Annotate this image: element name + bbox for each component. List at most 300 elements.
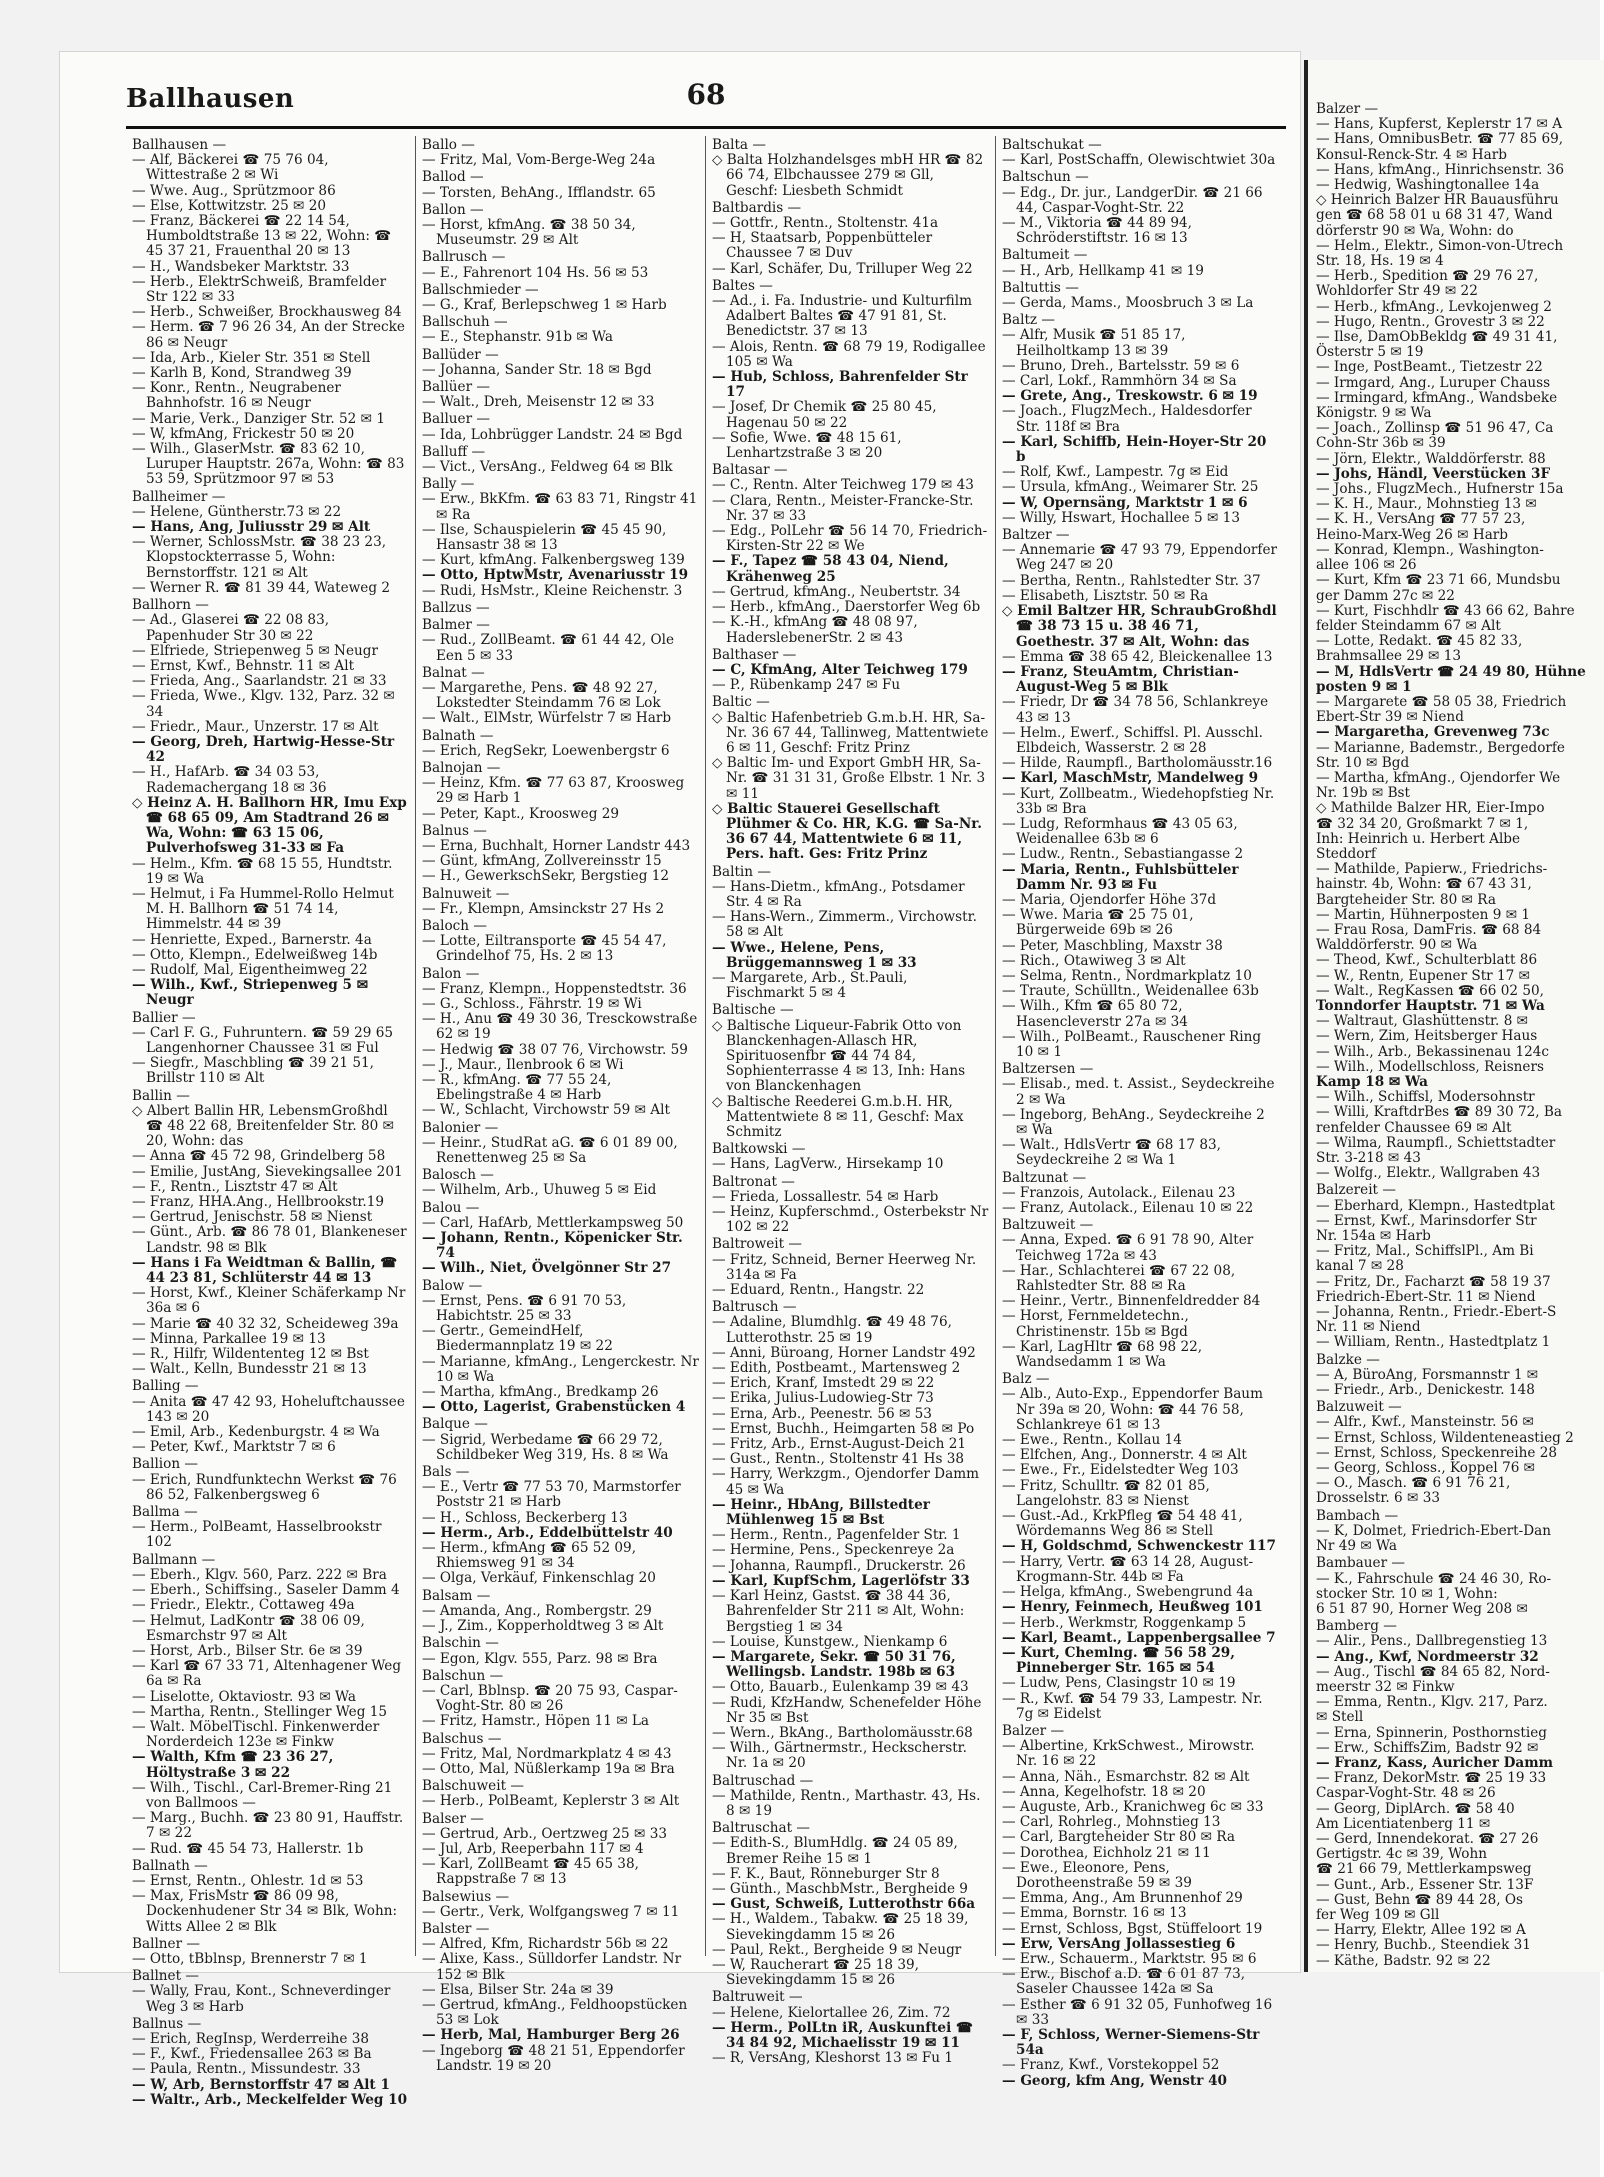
directory-entry: — Selma, Rentn., Nordmarkplatz 10	[1002, 967, 1252, 984]
directory-entry: stocker Str. 10 ✉ 1, Wohn:	[1316, 1585, 1498, 1602]
directory-entry: — Margarethe, Pens. ☎ 48 92 27, Lokstedter Steindamm 76 ✉ Lok	[422, 679, 661, 712]
surname-heading: Baltasar —	[712, 462, 788, 479]
directory-entry: Brahmsallee 29 ✉ 13	[1316, 648, 1462, 665]
directory-entry: — Wern., BkAng., Bartholomäusstr.68	[712, 1724, 973, 1741]
directory-entry: — Georg, DiplArch. ☎ 58 40	[1316, 1800, 1515, 1817]
directory-entry: — Herm., kfmAng ☎ 65 52 09, Rhiemsweg 91 ✉ 34	[422, 1540, 637, 1572]
directory-entry: — P., Rübenkamp 247 ✉ Fu	[712, 677, 901, 694]
directory-entry: — Gust, Schweiß, Lutterothstr 66a	[712, 1896, 976, 1913]
directory-entry: Österstr 5 ✉ 19	[1316, 344, 1424, 361]
directory-entry: ☎ 32 34 20, Großmarkt 7 ✉ 1,	[1316, 815, 1529, 832]
directory-entry: — Helga, kfmAng., Swebengrund 4a	[1002, 1584, 1253, 1601]
page-number: 68	[686, 78, 726, 111]
surname-heading: Bambauer —	[1316, 1555, 1406, 1572]
directory-entry: — Carl, HafArb, Mettlerkampsweg 50	[422, 1214, 684, 1231]
surname-heading: Balmer —	[422, 617, 490, 634]
surname-heading: Balou —	[422, 1199, 480, 1216]
directory-entry: — Liselotte, Oktaviostr. 93 ✉ Wa	[132, 1688, 356, 1705]
directory-entry: — Hermine, Pens., Speckenreye 2a	[712, 1542, 955, 1559]
surname-heading: Balon —	[422, 965, 480, 982]
directory-entry: — G., Kraf, Berlepschweg 1 ✉ Harb	[422, 297, 667, 314]
directory-entry: — Horst, kfmAng. ☎ 38 50 34, Museumstr. 29 ✉ Alt	[422, 217, 636, 249]
directory-entry: — Martha, Rentn., Stellinger Weg 15	[132, 1703, 388, 1720]
directory-entry: Cohn-Str 36b ✉ 39	[1316, 435, 1446, 452]
directory-entry: Nr. 154a ✉ Harb	[1316, 1228, 1431, 1245]
directory-entry: — Herb., ElektrSchweiß, Bramfelder Str 122 ✉ 33	[132, 273, 387, 306]
directory-entry: — Ewe., Rentn., Kollau 14	[1002, 1432, 1182, 1449]
directory-entry: renfelder Chaussee 69 ✉ Alt	[1316, 1119, 1512, 1136]
directory-entry: — Maria, Rentn., Fuhlsbütteler Damm Nr. 93 ✉ Fu	[1002, 861, 1239, 893]
directory-entry: — Wilh., Schiffsl, Modersohnstr	[1316, 1089, 1535, 1106]
directory-entry: ✉ Stell	[1316, 1709, 1364, 1726]
directory-entry: — Auguste, Arb., Kranichweg 6c ✉ 33	[1002, 1798, 1264, 1815]
directory-entry: — Bruno, Dreh., Bartelsstr. 59 ✉ 6	[1002, 357, 1240, 374]
directory-entry: — Irmgard, Ang., Luruper Chauss	[1316, 374, 1551, 391]
directory-entry: — Harry, Elektr, Allee 192 ✉ A	[1316, 1922, 1526, 1939]
directory-entry: — Lotte, Eiltransporte ☎ 45 54 47, Grindelhof 75, Hs. 2 ✉ 13	[422, 933, 667, 965]
directory-entry: — Olga, Verkäuf, Finkenschlag 20	[422, 1570, 656, 1587]
surname-heading: Balluer —	[422, 411, 491, 428]
directory-entry: — Johs., FlugzMech., Hufnerstr 15a	[1316, 481, 1564, 498]
directory-entry: — H., Anu ☎ 49 30 36, Tresckowstraße 62 ✉ 19	[422, 1011, 698, 1043]
directory-entry: — F., Kwf., Friedensallee 263 ✉ Ba	[132, 2046, 372, 2063]
directory-entry: ◇ Baltic Im- und Export GmbH HR, Sa-Nr. ☎ 31 31 31, Große Elbstr. 1 Nr. 3 ✉ 11	[712, 755, 986, 802]
column-4	[996, 136, 1286, 2089]
directory-entry: — H, Goldschmd, Schwenckestr 117	[1002, 1538, 1276, 1555]
surname-heading: Baltin —	[712, 863, 771, 880]
directory-entry: Nr 49 ✉ Wa	[1316, 1538, 1397, 1555]
directory-entry: — Otto, tBblnsp, Brennerstr 7 ✉ 1	[132, 1950, 368, 1967]
directory-entry: — Hedwig, Washingtonallee 14a	[1316, 177, 1540, 194]
surname-heading: Ballrusch —	[422, 249, 506, 266]
directory-entry: — Walth, Kfm ☎ 23 36 27, Höltystraße 3 ✉ 22	[132, 1749, 334, 1781]
directory-entry: — Hugo, Rentn., Grovestr 3 ✉ 22	[1316, 313, 1545, 330]
directory-entry: — Martin, Hühnerposten 9 ✉ 1	[1316, 906, 1531, 923]
facing-page-column	[1316, 100, 1604, 1969]
directory-entry: — Peter, Kwf., Marktstr 7 ✉ 6	[132, 1439, 336, 1456]
surname-heading: Baltschun —	[1002, 169, 1089, 186]
directory-entry: Heino-Marx-Weg 26 ✉ Harb	[1316, 526, 1508, 543]
surname-heading: Baltruweit —	[712, 1989, 803, 2006]
directory-entry: — Karl, PostSchaffn, Olewischtwiet 30a	[1002, 152, 1276, 169]
directory-entry: — Hans, Ang, Juliusstr 29 ✉ Alt	[132, 519, 371, 536]
directory-entry: — Herm., Rentn., Pagenfelder Str. 1	[712, 1527, 961, 1544]
directory-entry: — Konrad, Klempn., Washington-	[1316, 541, 1544, 558]
directory-entry: — W, Raucherart ☎ 25 18 39, Sievekingdamm 15 ✉ 26	[712, 1956, 919, 1989]
surname-heading: Balosch —	[422, 1167, 494, 1184]
surname-heading: Baltuttis —	[1002, 279, 1079, 296]
directory-entry: — M., Viktoria ☎ 44 89 94, Schröderstiftstr. 16 ✉ 13	[1002, 215, 1192, 247]
directory-entry: — Ida, Lohbrügger Landstr. 24 ✉ Bgd	[422, 426, 683, 443]
directory-entry: — Günt., Arb. ☎ 86 78 01, Blankeneser Landstr. 98 ✉ Blk	[132, 1224, 407, 1256]
directory-entry: — Rudolf, Mal, Eigentheimweg 22	[132, 961, 368, 978]
directory-entry: — Annemarie ☎ 47 93 79, Eppendorfer Weg 247 ✉ 20	[1002, 542, 1278, 574]
directory-entry: — Gertrud, kfmAng., Feldhoopstücken 53 ✉ Lok	[422, 1996, 688, 2029]
surname-heading: Balow —	[422, 1277, 483, 1294]
directory-entry: — Johann, Rentn., Köpenicker Str. 74	[422, 1230, 683, 1262]
directory-entry: — R., Kwf. ☎ 54 79 33, Lampestr. Nr. 7g ✉ Eidelst	[1002, 1690, 1263, 1722]
directory-entry: — Wwe., Helene, Pens, Brüggemannsweg 1 ✉ 33	[712, 939, 917, 971]
directory-entry: — Traute, Schülltn., Weidenallee 63b	[1002, 983, 1259, 1000]
surname-heading: Ballnus —	[132, 2015, 202, 2032]
directory-entry: — Anna ☎ 45 72 98, Grindelberg 58	[132, 1148, 386, 1165]
directory-entry: — M, HdlsVertr ☎ 24 49 80, Hühne	[1316, 663, 1586, 680]
directory-entry: — Paula, Rentn., Missundestr. 33	[132, 2061, 361, 2078]
directory-entry: — Gerd, Innendekorat. ☎ 27 26	[1316, 1830, 1539, 1847]
directory-entry: Caspar-Voght-Str. 48 ✉ 26	[1316, 1785, 1496, 1802]
directory-entry: — Helm., Kfm. ☎ 68 15 55, Hundtstr. 19 ✉ Wa	[132, 855, 393, 887]
surname-heading: Balnus —	[422, 822, 487, 839]
directory-entry: — Erna, Arb., Peenestr. 56 ✉ 53	[712, 1405, 932, 1422]
directory-entry: Bargteheider Str. 80 ✉ Ra	[1316, 891, 1496, 908]
directory-entry: — Wilh., Kfm ☎ 65 80 72, Hasencleverstr 27a ✉ 34	[1002, 998, 1188, 1030]
directory-entry: — Erich, Rundfunktechn Werkst ☎ 76 86 52, Falkenbergsweg 6	[132, 1471, 397, 1503]
directory-entry: — Eberh., Klgv. 560, Parz. 222 ✉ Bra	[132, 1566, 387, 1583]
directory-entry: — F., Rentn., Lisztstr 47 ✉ Alt	[132, 1178, 338, 1195]
directory-entry: — Henry, Feinmech, Heußweg 101	[1002, 1599, 1263, 1616]
surname-heading: Baltzunat —	[1002, 1169, 1087, 1186]
directory-entry: — G., Schloss., Fährstr. 19 ✉ Wi	[422, 995, 642, 1012]
surname-heading: Baltic —	[712, 694, 770, 711]
directory-entry: ◇ Emil Baltzer HR, SchraubGroßhdl ☎ 38 73 15 u. 38 46 71, Goethestr. 37 ✉ Alt, Wohn: das	[1002, 603, 1277, 650]
directory-entry: Friedrich-Ebert-Str. 11 ✉ Niend	[1316, 1288, 1536, 1305]
directory-entry: — Wilh., Niet, Övelgönner Str 27	[422, 1260, 672, 1277]
directory-entry: — Günt, kfmAng, Zollvereinsstr 15	[422, 853, 662, 870]
surname-heading: Baloch —	[422, 917, 487, 934]
directory-entry: — Otto, Mal, Nüßlerkamp 19a ✉ Bra	[422, 1760, 675, 1777]
directory-entry: — Johanna, Sander Str. 18 ✉ Bgd	[422, 361, 652, 378]
running-head: Ballhausen	[126, 84, 295, 114]
surname-heading: Baltz —	[1002, 312, 1055, 329]
directory-entry: — Hans, Kupferst, Keplerstr 17 ✉ A	[1316, 116, 1563, 133]
directory-entry: Wohldorfer Str 49 ✉ 22	[1316, 283, 1478, 300]
directory-entry: Steddorf	[1316, 845, 1376, 862]
directory-entry: — Edith-S., BlumHdlg. ☎ 24 05 89, Bremer Reihe 15 ✉ 1	[712, 1835, 958, 1867]
surname-heading: Balster —	[422, 1920, 490, 1937]
surname-heading: Balz —	[1002, 1371, 1050, 1388]
directory-entry: — Helene, Kielortallee 26, Zim. 72	[712, 2004, 951, 2021]
surname-heading: Ballin —	[132, 1087, 190, 1104]
surname-heading: Bamberg —	[1316, 1618, 1397, 1635]
directory-entry: — Herb., Werkmstr, Roggenkamp 5	[1002, 1614, 1247, 1631]
directory-entry: — Helm., Ewerf., Schiffsl. Pl. Ausschl. Elbdeich, Wasserstr. 2 ✉ 28	[1002, 724, 1263, 756]
directory-entry: — Grete, Ang., Treskowstr. 6 ✉ 19	[1002, 388, 1258, 405]
directory-entry: — Joach., Zollinsp ☎ 51 96 47, Ca	[1316, 420, 1554, 437]
surname-heading: Balser —	[422, 1810, 484, 1827]
directory-entry: — Walt., RegKassen ☎ 66 02 50,	[1316, 982, 1545, 999]
surname-heading: Balthaser —	[712, 646, 797, 663]
directory-entry: — Frieda, Wwe., Klgv. 132, Parz. 32 ✉ 34	[132, 688, 395, 720]
surname-heading: Balonier —	[422, 1119, 499, 1136]
directory-entry: — Siegfr., Maschbling ☎ 39 21 51, Brillstr 110 ✉ Alt	[132, 1055, 374, 1087]
directory-entry: — Ad., i. Fa. Industrie- und Kulturfilm Adalbert Baltes ☎ 47 91 81, St. Benedictstr. 37 ✉ 13	[712, 293, 972, 340]
directory-entry: — Gertr., Verk, Wolfgangsweg 7 ✉ 11	[422, 1903, 680, 1920]
directory-entry: Am Licentiatenberg 11 ✉	[1316, 1815, 1491, 1832]
surname-heading: Balnath —	[422, 727, 494, 744]
directory-entry: — H., GewerkschSekr, Bergstieg 12	[422, 868, 670, 885]
surname-heading: Balque —	[422, 1416, 488, 1433]
directory-entry: — Eberhard, Klempn., Hastedtplat	[1316, 1197, 1555, 1214]
directory-entry: — Herb., Schweißer, Brockhausweg 84	[132, 304, 402, 321]
directory-entry: — Hans, OmnibusBetr. ☎ 77 85 69,	[1316, 131, 1564, 148]
directory-entry: — Sofie, Wwe. ☎ 48 15 61, Lenhartzstraße 3 ✉ 20	[712, 429, 902, 462]
directory-entry: Kamp 18 ✉ Wa	[1316, 1074, 1428, 1090]
directory-entry: — Anna, Näh., Esmarchstr. 82 ✉ Alt	[1002, 1768, 1250, 1785]
surname-heading: Balzereit —	[1316, 1182, 1396, 1199]
directory-entry: — Emma, Rentn., Klgv. 217, Parz.	[1316, 1694, 1548, 1711]
directory-entry: — Mathilde, Rentn., Marthastr. 43, Hs. 8 ✉ 19	[712, 1787, 981, 1819]
directory-entry: — Carl F. G., Fuhruntern. ☎ 59 29 65 Langenhorner Chaussee 31 ✉ Ful	[132, 1024, 394, 1056]
directory-entry: Nr. 19b ✉ Bst	[1316, 785, 1411, 802]
directory-entry: — Hans-Dietm., kfmAng., Potsdamer Str. 4 ✉ Ra	[712, 878, 965, 910]
directory-entry: — Theod, Kwf., Schulterblatt 86	[1316, 952, 1538, 969]
directory-entry: — Wern, Zim, Heitsberger Haus	[1316, 1028, 1538, 1045]
directory-entry: — Carl, Lokf., Rammhörn 34 ✉ Sa	[1002, 373, 1237, 390]
directory-entry: — Egon, Klgv. 555, Parz. 98 ✉ Bra	[422, 1650, 658, 1667]
directory-entry: — Ludw., Rentn., Sebastiangasse 2	[1002, 846, 1244, 863]
directory-entry: ◇ Baltische Reederei G.m.b.H. HR, Mattentwiete 8 ✉ 11, Geschf: Max Schmitz	[712, 1093, 964, 1140]
directory-entry: — Alfr., Kwf., Mansteinstr. 56 ✉	[1316, 1414, 1534, 1431]
directory-entry: — W, Opernsäng, Marktstr 1 ✉ 6	[1002, 494, 1248, 511]
directory-entry: — Fritz, Schneid, Berner Heerweg Nr. 314a ✉ Fa	[712, 1251, 977, 1283]
directory-entry: — Herm. ☎ 7 96 26 34, An der Strecke 86 ✉ Neugr	[132, 319, 405, 351]
directory-entry: — Herb., kfmAng., Daerstorfer Weg 6b	[712, 599, 981, 616]
directory-entry: — Marianne, kfmAng., Lengerckestr. Nr 10 ✉ Wa	[422, 1353, 699, 1385]
directory-entry: — Herm., PolLtn iR, Auskunftei ☎ 34 84 92, Michaelisstr 19 ✉ 11	[712, 2019, 973, 2051]
directory-entry: — Peter, Kapt., Kroosweg 29	[422, 805, 620, 822]
directory-entry: — Edith, Postbeamt., Martensweg 2	[712, 1360, 961, 1377]
surname-heading: Balling —	[132, 1378, 199, 1395]
directory-entry: — Margarete, Arb., St.Pauli, Fischmarkt 5 ✉ 4	[712, 969, 908, 1002]
directory-entry: Str. 10 ✉ Bgd	[1316, 754, 1410, 771]
directory-entry: — Eberh., Schiffsing., Saseler Damm 4	[132, 1582, 400, 1599]
directory-entry: — Ernst, Schloss, Bgst, Stüffeloort 19	[1002, 1920, 1263, 1937]
surname-heading: Ballma —	[132, 1504, 198, 1521]
directory-entry: hainstr. 4b, Wohn: ☎ 67 43 31,	[1316, 876, 1532, 893]
directory-entry: — Franz, Kass, Auricher Damm	[1316, 1754, 1553, 1771]
directory-entry: — Joach., FlugzMech., Haldesdorfer Str. 118f ✉ Bra	[1002, 403, 1252, 435]
surname-heading: Balnat —	[422, 664, 485, 681]
directory-entry: posten 9 ✉ 1	[1316, 678, 1412, 695]
directory-entry: — Werner, SchlossMstr. ☎ 38 23 23, Klopstockterrasse 5, Wohn: Bernstorffstr. 121 ✉ Alt	[132, 534, 387, 581]
facing-page-fragment	[1304, 60, 1604, 1972]
directory-entry: — Wilh., GlaserMstr. ☎ 83 62 10, Luruper Hauptstr. 267a, Wohn: ☎ 83 53 59, Sprützmoor 97 ✉ 53	[132, 441, 405, 488]
directory-entry: — Marie, Verk., Danziger Str. 52 ✉ 1	[132, 410, 386, 427]
directory-entry: ◇ Baltic Stauerei Gesellschaft Plühmer & Co. HR, K.G. ☎ Sa-Nr. 36 67 44, Mattentwiete 6 ✉ 11, Pers. haft. Ges: Fritz Prinz	[712, 800, 982, 863]
directory-entry: — Gust, Behn ☎ 89 44 28, Os	[1316, 1891, 1524, 1908]
directory-entry: — Hans-Wern., Zimmerm., Virchowstr. 58 ✉ Alt	[712, 909, 977, 941]
directory-entry: — Margarete, Sekr. ☎ 50 31 76, Wellingsb. Landstr. 198b ✉ 63	[712, 1648, 956, 1681]
directory-entry: — Max, FrisMstr ☎ 86 09 98, Dockenhudener Str 34 ✉ Blk, Wohn: Witts Allee 2 ✉ Blk	[132, 1888, 398, 1935]
directory-entry: — Herb, Mal, Hamburger Berg 26	[422, 2027, 680, 2044]
column-2	[416, 136, 706, 2074]
directory-entry: — Mathilde, Papierw., Friedrichs-	[1316, 861, 1548, 878]
directory-entry: — Alfred, Kfm, Richardstr 56b ✉ 22	[422, 1936, 669, 1953]
directory-entry: — Ad., Glaserei ☎ 22 08 83, Papenhuder Str 30 ✉ 22	[132, 612, 330, 644]
surname-heading: Balsam —	[422, 1587, 491, 1604]
directory-entry: — Hedwig ☎ 38 07 76, Virchowstr. 59	[422, 1041, 688, 1058]
directory-entry: — Karl, Schäfer, Du, Trilluper Weg 22	[712, 260, 973, 277]
directory-entry: — Harry, Werkzgm., Ojendorfer Damm 45 ✉ Wa	[712, 1466, 979, 1498]
directory-entry: — Rudi, KfzHandw, Schenefelder Höhe Nr 35 ✉ Bst	[712, 1694, 982, 1726]
directory-entry: allee 106 ✉ 26	[1316, 557, 1417, 574]
directory-entry: — Otto, Bauarb., Eulenkamp 39 ✉ 43	[712, 1679, 969, 1696]
directory-entry: — Elfriede, Striepenweg 5 ✉ Neugr	[132, 642, 378, 659]
directory-entry: — Rich., Otawiweg 3 ✉ Alt	[1002, 952, 1186, 969]
directory-entry: — Martha, kfmAng., Ojendorfer We	[1316, 769, 1561, 786]
surname-heading: Ballnath —	[132, 1857, 208, 1874]
directory-entry: — J., Maur., Ilenbrook 6 ✉ Wi	[422, 1056, 624, 1073]
directory-entry: — Johs, Händl, Veerstücken 3F	[1316, 465, 1551, 482]
surname-heading: Balschun —	[422, 1667, 504, 1684]
directory-entry: — Elfchen, Ang., Donnerstr. 4 ✉ Alt	[1002, 1447, 1247, 1464]
surname-heading: Baltumeit —	[1002, 247, 1088, 264]
surname-heading: Ballion —	[132, 1456, 198, 1473]
surname-heading: Baltroweit —	[712, 1236, 802, 1253]
directory-entry: — Karl, KupfSchm, Lagerlöfstr 33	[712, 1572, 970, 1589]
directory-entry: — Ilse, Schauspielerin ☎ 45 45 90, Hansastr 38 ✉ 13	[422, 521, 667, 554]
directory-entry: — Kurt, Fischhdlr ☎ 43 66 62, Bahre	[1316, 602, 1575, 619]
directory-entry: — Fritz, Mal., SchiffslPl., Am Bi	[1316, 1243, 1534, 1260]
directory-entry: — F, Schloss, Werner-Siemens-Str 54a	[1002, 2026, 1260, 2059]
directory-entry: — Ernst, Kwf., Marinsdorfer Str	[1316, 1212, 1537, 1229]
directory-entry: — Wwe. Maria ☎ 25 75 01, Bürgerweide 69b ✉ 26	[1002, 907, 1194, 939]
directory-entry: — Helm., Elektr., Simon-von-Utrech	[1316, 237, 1564, 254]
directory-entry: — Minna, Parkallee 19 ✉ 13	[132, 1330, 326, 1347]
directory-entry: — Gertr., GemeindHelf, Biedermannplatz 19 ✉ 22	[422, 1323, 613, 1355]
surname-heading: Ballo —	[422, 137, 475, 153]
directory-entry: — Ernst, Rentn., Ohlestr. 1d ✉ 53	[132, 1872, 364, 1889]
surname-heading: Balluff —	[422, 443, 486, 460]
directory-entry: — Rud., ZollBeamt. ☎ 61 44 42, Ole Een 5 ✉ 33	[422, 632, 674, 664]
directory-entry: — Fritz, Hamstr., Höpen 11 ✉ La	[422, 1713, 650, 1730]
directory-entry: — R., kfmAng. ☎ 77 55 24, Ebelingstraße 4 ✉ Harb	[422, 1071, 612, 1104]
directory-entry: — Ida, Arb., Kieler Str. 351 ✉ Stell	[132, 349, 371, 366]
directory-entry: — Erich, RegSekr, Loewenbergstr 6	[422, 742, 670, 759]
directory-entry: — Herb., Spedition ☎ 29 76 27,	[1316, 268, 1539, 285]
directory-entry: — Adaline, Blumdhlg. ☎ 49 48 76, Lutterothstr. 25 ✉ 19	[712, 1314, 952, 1346]
directory-entry: — Rud. ☎ 45 54 73, Hallerstr. 1b	[132, 1840, 364, 1857]
surname-heading: Balnojan —	[422, 759, 501, 776]
directory-entry: — Alb., Auto-Exp., Eppendorfer Baum Nr 39a ✉ 20, Wohn: ☎ 44 76 58, Schlankreye 61 ✉ 13	[1002, 1386, 1263, 1433]
directory-entry: — Gust., Rentn., Stoltenstr 41 Hs 38	[712, 1451, 965, 1468]
directory-entry: — Wilh., Arb., Bekassinenau 124c	[1316, 1043, 1550, 1060]
directory-entry: — Louise, Kunstgew., Nienkamp 6	[712, 1633, 948, 1650]
surname-heading: Baltruschad —	[712, 1772, 814, 1789]
directory-entry: ◇ Baltische Liqueur-Fabrik Otto von Blanckenhagen-Allasch HR, Spirituosenfbr ☎ 44 74 84, Sophienterrasse 4 ✉ 13, Inh: Hans von Blanckenhagen	[712, 1017, 966, 1095]
directory-entry: — Ingeborg ☎ 48 21 51, Eppendorfer Landstr. 19 ✉ 20	[422, 2042, 685, 2074]
directory-entry: — Horst, Arb., Bilser Str. 6e ✉ 39	[132, 1642, 363, 1659]
directory-entry: — E., Stephanstr. 91b ✉ Wa	[422, 329, 613, 346]
directory-entry: — Franz, Bäckerei ☎ 22 14 54, Humboldtstraße 13 ✉ 22, Wohn: ☎ 45 37 21, Frauenthal 20 ✉ 13	[132, 213, 392, 260]
directory-entry: — Hilde, Raumpfl., Bartholomäusstr.16	[1002, 755, 1273, 772]
directory-entry: — Ilse, DamObBekldg ☎ 49 31 41,	[1316, 329, 1558, 346]
directory-entry: — F., Tapez ☎ 58 43 04, Niend, Krähenweg 25	[712, 553, 949, 585]
directory-entry: — Otto, Klempn., Edelweißweg 14b	[132, 946, 378, 963]
directory-entry: — Inge, PostBeamt., Tietzestr 22	[1316, 359, 1543, 376]
directory-entry: ger Damm 27c ✉ 22	[1316, 587, 1455, 604]
directory-entry: — Carl, Bargteheider Str 80 ✉ Ra	[1002, 1829, 1235, 1846]
directory-entry: — Horst, Kwf., Kleiner Schäferkamp Nr 36a ✉ 6	[132, 1285, 406, 1317]
directory-entry: — Erich, RegInsp, Werderreihe 38	[132, 2030, 370, 2047]
directory-entry: — Frieda, Ang., Saarlandstr. 21 ✉ 33	[132, 673, 387, 690]
directory-entry: — Ewe., Fr., Eidelstedter Weg 103	[1002, 1462, 1239, 1479]
surname-heading: Ballhorn —	[132, 597, 209, 614]
directory-entry: — Erw., BkKfm. ☎ 63 83 71, Ringstr 41 ✉ Ra	[422, 491, 698, 523]
directory-entry: — Georg, Schloss., Koppel 76 ✉	[1316, 1460, 1536, 1477]
surname-heading: Ballheimer —	[132, 488, 226, 505]
directory-entry: — Gunt., Arb., Essener Str. 13F	[1316, 1876, 1534, 1893]
directory-entry: — E., Fahrenort 104 Hs. 56 ✉ 53	[422, 264, 649, 281]
directory-entry: — H., Arb, Hellkamp 41 ✉ 19	[1002, 262, 1204, 279]
directory-entry: — Marg., Buchh. ☎ 23 80 91, Hauffstr. 7 ✉ 22	[132, 1810, 404, 1842]
directory-entry: — Johanna, Raumpfl., Druckerstr. 26	[712, 1557, 966, 1574]
directory-entry: — Alfr, Musik ☎ 51 85 17, Heilholtkamp 13 ✉ 39	[1002, 327, 1186, 359]
directory-entry: — Franz, HHA.Ang., Hellbrookstr.19	[132, 1194, 385, 1211]
directory-entry: — Ewe., Eleonore, Pens, Dorotheenstraße 59 ✉ 39	[1002, 1859, 1192, 1891]
directory-entry: ◇ Baltic Hafenbetrieb G.m.b.H. HR, Sa-Nr. 36 67 44, Tallinweg, Mattentwiete 6 ✉ 11, Geschf: Fritz Prinz	[712, 709, 989, 756]
directory-entry: — Karl, ZollBeamt ☎ 45 65 38, Rappstraße 7 ✉ 13	[422, 1856, 639, 1888]
directory-entry: — Waltr., Arb., Meckelfelder Weg 10	[132, 2091, 408, 2108]
surname-heading: Balzuweit —	[1316, 1399, 1402, 1416]
directory-entry: — Paul, Rekt., Bergheide 9 ✉ Neugr	[712, 1941, 962, 1958]
directory-entry: — W, kfmAng, Frickestr 50 ✉ 20	[132, 425, 355, 442]
page-header	[126, 70, 1286, 129]
directory-entry: — Jörn, Elektr., Walddörferstr. 88	[1316, 450, 1546, 467]
directory-entry: — Friedr, Dr ☎ 34 78 56, Schlankreye 43 ✉ 13	[1002, 694, 1269, 726]
surname-heading: Baltzer —	[1002, 527, 1070, 544]
directory-entry: — Ernst, Schloss, Speckenreihe 28	[1316, 1444, 1557, 1461]
directory-entry: — Erw., Bischof a.D. ☎ 6 01 87 73, Saseler Chaussee 142a ✉ Sa	[1002, 1966, 1246, 1998]
directory-entry: — Ernst, Schloss, Wildenteneastieg 2	[1316, 1429, 1574, 1446]
directory-entry: — Friedr., Arb., Denickestr. 148	[1316, 1382, 1535, 1399]
directory-entry: meerstr 32 ✉ Finkw	[1316, 1678, 1455, 1695]
directory-entry: — Alixe, Kass., Sülldorfer Landstr. Nr 152 ✉ Blk	[422, 1951, 682, 1983]
directory-entry: — Dorothea, Eichholz 21 ✉ 11	[1002, 1844, 1211, 1861]
surname-heading: Ballüer —	[422, 379, 491, 396]
directory-entry: — K., Fahrschule ☎ 24 46 30, Ro-	[1316, 1570, 1552, 1587]
directory-entry: — Walt., ElMstr, Würfelstr 7 ✉ Harb	[422, 710, 672, 727]
directory-entry: — Wally, Frau, Kont., Schneverdinger Weg 3 ✉ Harb	[132, 1983, 391, 2015]
directory-entry: — Wilhelm, Arb., Uhuweg 5 ✉ Eid	[422, 1182, 657, 1199]
directory-entry: — Bertha, Rentn., Rahlstedter Str. 37	[1002, 572, 1261, 589]
directory-entry: — Henry, Buchb., Steendiek 31	[1316, 1937, 1531, 1954]
surname-heading: Bally —	[422, 476, 475, 493]
directory-entry: — Herm., Arb., Eddelbüttelstr 40	[422, 1524, 673, 1541]
surname-heading: Baltbardis —	[712, 199, 802, 216]
directory-entry: — Erika, Julius-Ludowieg-Str 73	[712, 1390, 934, 1407]
directory-entry: — Franz, DekorMstr. ☎ 25 19 33	[1316, 1770, 1547, 1787]
directory-entry: — Georg, Dreh, Hartwig-Hesse-Str 42	[132, 733, 395, 766]
directory-entry: — Fritz, Arb., Ernst-August-Deich 21	[712, 1436, 966, 1453]
directory-entry: — H., Schloss, Beckerberg 13	[422, 1509, 628, 1526]
directory-entry: — H., Waldem., Tabakw. ☎ 25 18 39, Sievekingdamm 15 ✉ 26	[712, 1911, 969, 1943]
directory-entry: — Kurt, Kfm ☎ 23 71 66, Mundsbu	[1316, 572, 1561, 589]
directory-entry: — Werner R. ☎ 81 39 44, Wateweg 2	[132, 579, 391, 596]
directory-page	[60, 52, 1300, 2108]
column-3	[706, 136, 996, 2067]
directory-entry: — Johanna, Rentn., Friedr.-Ebert-S	[1316, 1304, 1557, 1321]
directory-entry: — Frau Rosa, DamFris. ☎ 68 84	[1316, 921, 1542, 938]
directory-entry: — Heinz, Kfm. ☎ 77 63 87, Kroosweg 29 ✉ Harb 1	[422, 775, 685, 807]
directory-entry: — Emil, Arb., Kedenburgstr. 4 ✉ Wa	[132, 1424, 380, 1441]
directory-entry: — Wwe. Aug., Sprützmoor 86	[132, 182, 336, 199]
surname-heading: Ballzus —	[422, 599, 490, 616]
directory-entry: — Ang., Kwf, Nordmeerstr 32	[1316, 1648, 1539, 1665]
directory-entry: — Heinr., HbAng, Billstedter Mühlenweg 15 ✉ Bst	[712, 1496, 930, 1529]
directory-columns	[126, 136, 1286, 2108]
directory-entry: ◇ Balta Holzhandelsges mbH HR ☎ 82 66 74, Elbchaussee 279 ✉ Gll, Geschf: Liesbeth Schmidt	[712, 152, 984, 199]
